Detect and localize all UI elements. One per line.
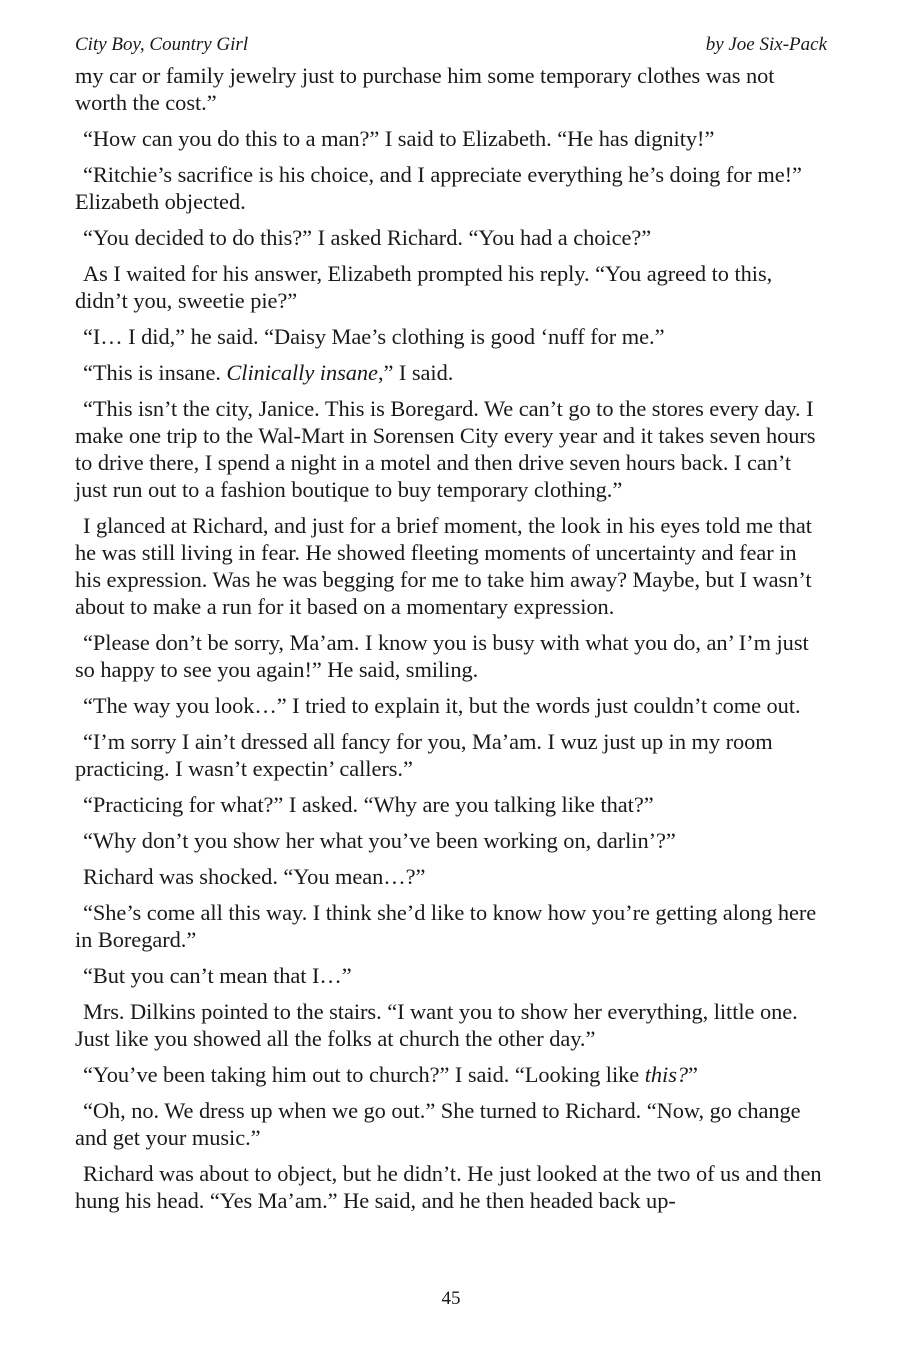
running-header <box>75 32 827 62</box>
emphasis: Clinically insane <box>226 360 378 385</box>
paragraph: Mrs. Dilkins pointed to the stairs. “I want you to show her everything, little one. Just like you showed all the folks at church the other day.” <box>75 999 798 1051</box>
book-page <box>75 32 827 1332</box>
paragraph: As I waited for his answer, Elizabeth prompted his reply. “You agreed to this, didn’t you, sweetie pie?” <box>75 261 773 313</box>
paragraph: my car or family jewelry just to purchase him some temporary clothes was not worth the cost.” <box>75 63 775 115</box>
text-run: “You’ve been taking him out to church?” I said. “Looking like <box>83 1062 645 1087</box>
paragraph: “Practicing for what?” I asked. “Why are you talking like that?” <box>83 792 654 817</box>
paragraph: “The way you look…” I tried to explain it, but the words just couldn’t come out. <box>83 693 801 718</box>
book-title: City Boy, Country Girl <box>75 34 249 55</box>
paragraph: “How can you do this to a man?” I said to Elizabeth. “He has dignity!” <box>83 126 715 151</box>
page-number: 45 <box>441 1288 461 1309</box>
paragraph <box>75 359 827 386</box>
paragraph: “I… I did,” he said. “Daisy Mae’s clothing is good ‘nuff for me.” <box>83 324 665 349</box>
paragraph: “But you can’t mean that I…” <box>83 963 352 988</box>
text-run: “This is insane. <box>83 360 227 385</box>
text-run: ” <box>688 1062 698 1087</box>
paragraph <box>75 1061 827 1088</box>
paragraph: “Please don’t be sorry, Ma’am. I know you is busy with what you do, an’ I’m just so happy to see you again!” He said, smiling. <box>75 630 809 682</box>
paragraph: I glanced at Richard, and just for a brief moment, the look in his eyes told me that he was still living in fear. He showed fleeting moments of uncertainty and fear in his expression. Was he was begging for me to take him away? Maybe, but I wasn’t about to make a run for it based on a momentary expression. <box>75 513 812 619</box>
paragraph: “She’s come all this way. I think she’d like to know how you’re getting along here in Boregard.” <box>75 900 817 952</box>
book-author: by Joe Six-Pack <box>705 34 827 55</box>
paragraph: “Ritchie’s sacrifice is his choice, and I appreciate everything he’s doing for me!” Elizabeth objected. <box>75 162 802 214</box>
paragraph: “Why don’t you show her what you’ve been working on, darlin’?” <box>83 828 676 853</box>
paragraph: “This isn’t the city, Janice. This is Boregard. We can’t go to the stores every day. I make one trip to the Wal-Mart in Sorensen City every year and it takes seven hours to drive there, I spend a night in a motel and then drive seven hours back. I can’t just run out to a fashion boutique to buy temporary clothing.” <box>75 396 816 502</box>
paragraph: Richard was shocked. “You mean…?” <box>83 864 426 889</box>
body-text <box>75 62 827 1214</box>
emphasis: this? <box>644 1062 689 1087</box>
paragraph: “I’m sorry I ain’t dressed all fancy for you, Ma’am. I wuz just up in my room practicing. I wasn’t expectin’ callers.” <box>75 729 773 781</box>
paragraph: Richard was about to object, but he didn’t. He just looked at the two of us and then hung his head. “Yes Ma’am.” He said, and he then headed back up- <box>75 1161 822 1213</box>
paragraph: “Oh, no. We dress up when we go out.” She turned to Richard. “Now, go change and get your music.” <box>75 1098 801 1150</box>
paragraph: “You decided to do this?” I asked Richard. “You had a choice?” <box>83 225 652 250</box>
text-run: ,” I said. <box>377 360 454 385</box>
